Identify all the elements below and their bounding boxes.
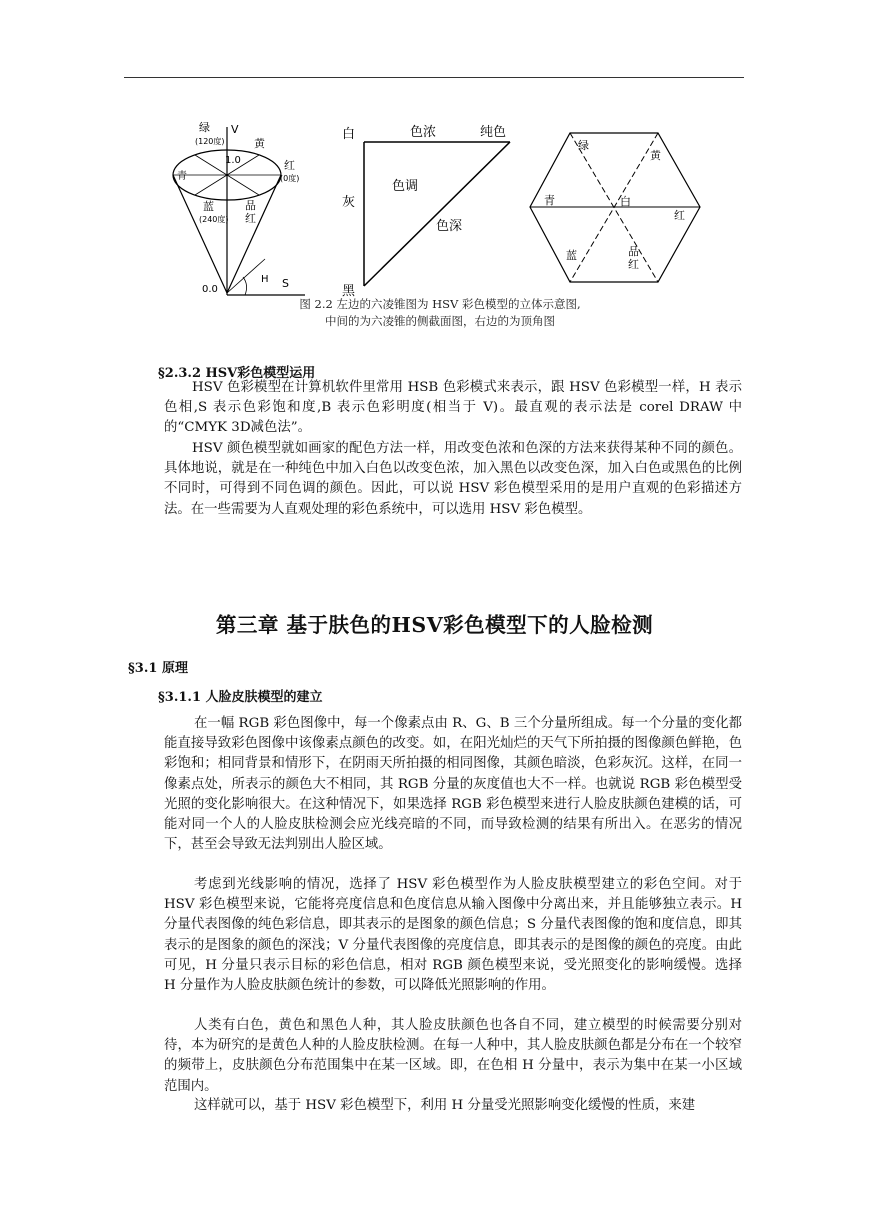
cone-s-axis: S (282, 277, 289, 290)
caption-line-1: 图 2.2 左边的六凌锥图为 HSV 彩色模型的立体示意图, (299, 297, 581, 311)
cone-v-axis: V (231, 123, 239, 136)
cone-yellow: 黄 (254, 137, 265, 150)
hex-yellow: 黄 (650, 149, 661, 162)
section-232-paragraph-1: HSV 色彩模型在计算机软件里常用 HSB 色彩模式来表示，跟 HSV 色彩模型一样，H 表示色相,S 表示色彩饱和度,B 表示色彩明度(相当于 V)。最直观的表示法是 corel DRAW 中的“CMYK 3D减色法”。 (164, 380, 742, 436)
cone-green: 绿 (199, 121, 210, 134)
cone-blue-deg: (240度) (199, 215, 229, 224)
section-311-paragraph-2: 考虑到光线影响的情况，选择了 HSV 彩色模型作为人脸皮肤模型建立的彩色空间。对于 HSV 彩色模型来说，它能将亮度信息和色度信息从输入图像中分离出来，并且能够独立表示。H 分量代表图像的纯色彩信息，即其表示的是图象的颜色信息；S 分量代表图像的饱和度信息，即其表示的是图象的颜色的深浅；V 分量代表图像的亮度信息，即其表示的是图像的颜色的亮度。由此可见，H 分量只表示目标的彩色信息，相对 RGB 颜色模型来说，受光照变化的影响缓慢。选择 H 分量作为人脸皮肤颜色统计的参数，可以降低光照影响的作用。 (164, 877, 742, 994)
hex-magenta-1: 品 (628, 245, 639, 258)
hex-green: 绿 (578, 139, 589, 152)
triangle-pure: 纯色 (480, 125, 507, 140)
triangle-white: 白 (342, 127, 356, 142)
cone-left-edge (173, 175, 227, 293)
cone-green-deg: (120度) (195, 137, 225, 146)
hsv-triangle-figure (332, 118, 522, 298)
cone-cyan: 青 (177, 171, 187, 182)
hsv-cone-figure (165, 115, 315, 300)
triangle-hypotenuse (364, 142, 510, 286)
section-311-heading: §3.1.1 人脸皮肤模型的建立 (158, 690, 323, 705)
section-311-paragraph-4: 这样就可以，基于 HSV 彩色模型下，利用 H 分量受光照影响变化缓慢的性质，来建 (194, 1098, 696, 1113)
triangle-shade: 色深 (436, 219, 463, 234)
section-31-heading: §3.1 原理 (128, 661, 188, 676)
section-232-paragraph-2: HSV 颜色模型就如画家的配色方法一样，用改变色浓和色深的方法来获得某种不同的颜色。具体地说，就是在一种纯色中加入白色以改变色浓，加入黑色以改变色深，加入白色或黑色的比例不同时，可得到不同色调的颜色。因此，可以说 HSV 彩色模型采用的是用户直观的色彩描述方法。在一些需要为人直观处理的彩色系统中，可以选用 HSV 彩色模型。 (164, 441, 742, 517)
chapter-title: 第三章 基于肤色的HSV彩色模型下的人脸检测 (215, 613, 654, 637)
cone-zero: 0.0 (202, 284, 218, 295)
cone-magenta-1: 品 (245, 199, 256, 212)
section-311-paragraph-3: 人类有白色，黄色和黑色人种，其人脸皮肤颜色也各自不同，建立模型的时候需要分别对待，本为研究的是黄色人种的人脸皮肤检测。在每一人种中，其人脸皮肤颜色都是分布在一个较窄的频带上，皮肤颜色分布范围集中在某一区域。即，在色相 H 分量中，表示为集中在某一小区域范围内。 (164, 1018, 742, 1094)
cone-blue: 蓝 (203, 200, 214, 213)
cone-h-label: H (261, 274, 269, 285)
figure-caption (260, 296, 620, 330)
hex-magenta-2: 红 (628, 258, 639, 271)
triangle-gray: 灰 (342, 195, 356, 210)
hsv-hexagon-figure (526, 125, 706, 290)
cone-red-deg: (0度) (280, 174, 300, 183)
triangle-tint: 色浓 (410, 125, 437, 140)
hex-white: 白 (620, 195, 631, 208)
cone-red: 红 (284, 159, 295, 172)
caption-line-2: 中间的为六凌锥的侧截面图，右边的为顶角图 (325, 314, 555, 328)
hex-cyan: 青 (544, 194, 555, 207)
header-rule (124, 77, 744, 78)
cone-right-edge (227, 175, 281, 293)
section-232-heading: §2.3.2 HSV彩色模型运用 (158, 366, 316, 381)
triangle-tone: 色调 (392, 179, 419, 194)
cone-magenta-2: 红 (245, 212, 256, 225)
hex-blue: 蓝 (566, 249, 577, 262)
section-311-paragraph-1: 在一幅 RGB 彩色图像中，每一个像素点由 R、G、B 三个分量所组成。每一个分量的变化都能直接导致彩色图像中该像素点颜色的改变。如，在阳光灿烂的天气下所拍摄的图像颜色鲜艳，色彩饱和；相同背景和情形下，在阴雨天所拍摄的相同图像，其颜色暗淡，色彩灰沉。这样，在同一像素点处，所表示的颜色大不相同，其 RGB 分量的灰度值也大不一样。也就说 RGB 彩色模型受光照的变化影响很大。在这种情况下，如果选择 RGB 彩色模型来进行人脸皮肤颜色建模的话，可能对同一个人的人脸皮肤检测会应光线亮暗的不同，而导致检测的结果有所出入。在恶劣的情况下，甚至会导致无法判别出人脸区域。 (164, 716, 742, 853)
triangle-black: 黑 (342, 284, 356, 298)
hex-red: 红 (674, 209, 685, 222)
cone-one: 1.0 (225, 155, 241, 166)
